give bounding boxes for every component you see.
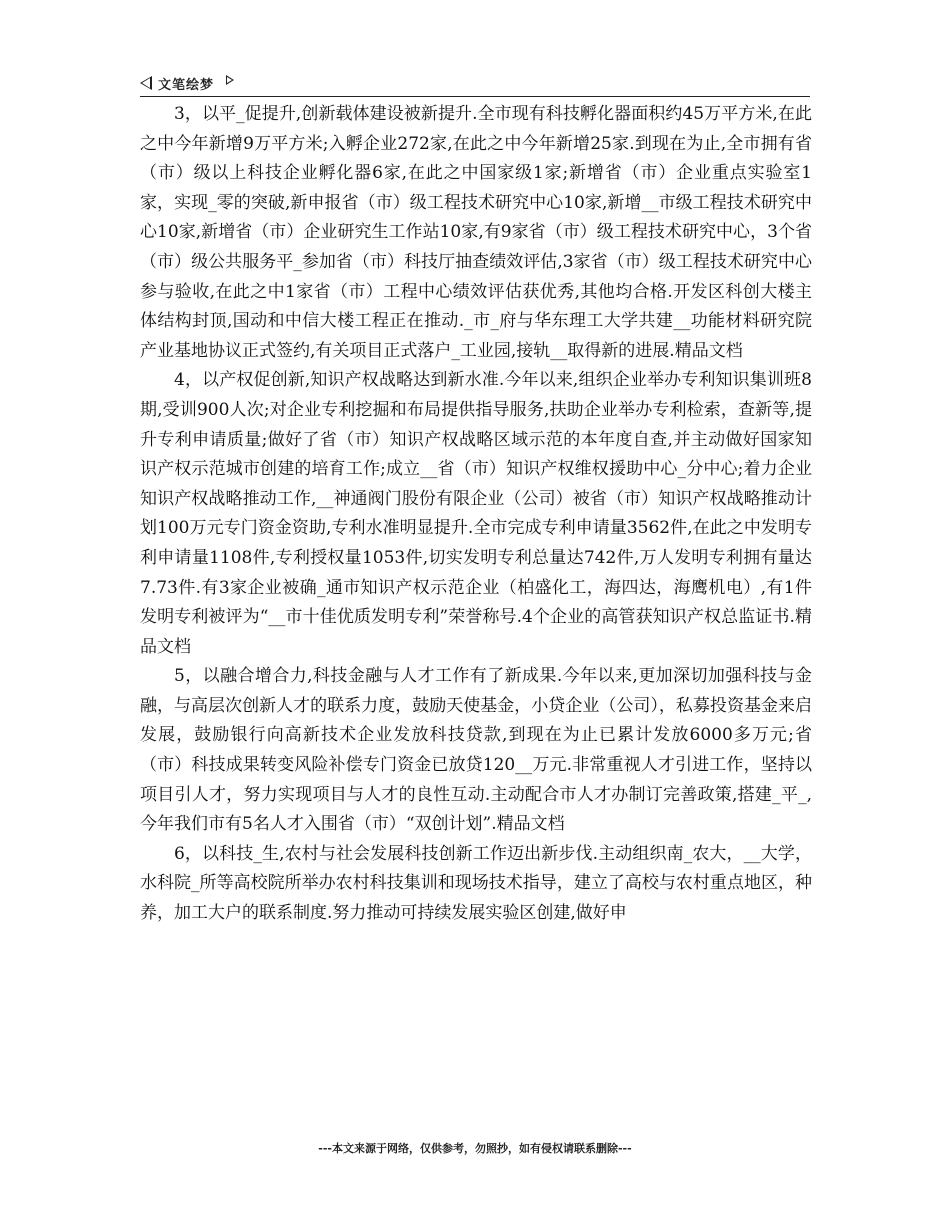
triangle-left-icon [140, 76, 152, 90]
header-brand: 文笔绘梦 [158, 77, 215, 93]
page-header [140, 72, 810, 97]
page-footer-notice: ---本文来源于网络，仅供参考，勿照抄，如有侵权请联系删除--- [318, 1142, 632, 1155]
document-body [140, 100, 812, 929]
paragraph-4: 4，以产权促创新,知识产权战略达到新水准.今年以来,组织企业举办专利知识集训班8期,受训900人次;对企业专利挖掘和布局提供指导服务,扶助企业举办专利检索，查新等,提升专利申请质量;做好了省（市）知识产权战略区域示范的本年度自查,并主动做好国家知识产权示范城市创建的培育工作;成立__省（市）知识产权维权援助中心_分中心;着力企业知识产权战略推动工作,__神通阀门股份有限企业（公司）被省（市）知识产权战略推动计划100万元专门资金资助,专利水准明显提升.全市完成专利申请量3562件,在此之中发明专利申请量1108件,专利授权量1053件,切实发明专利总量达742件,万人发明专利拥有量达7.73件.有3家企业被确_通市知识产权示范企业（柏盛化工，海四达，海鹰机电）,有1件发明专利被评为“__市十佳优质发明专利”荣誉称号.4个企业的高管获知识产权总监证书.精品文档 [140, 370, 812, 657]
paragraph-6: 6，以科技_生,农村与社会发展科技创新工作迈出新步伐.主动组织南_农大，__大学，水科院_所等高校院所举办农村科技集训和现场技术指导，建立了高校与农村重点地区，种养，加工大户的联系制度.努力推动可持续发展实验区创建,做好申 [140, 843, 812, 924]
triangle-right-icon [226, 75, 234, 85]
paragraph-5: 5，以融合增合力,科技金融与人才工作有了新成果.今年以来,更加深切加强科技与金融，与高层次创新人才的联系力度，鼓励天使基金，小贷企业（公司），私募投资基金来启发展，鼓励银行向高新技术企业发放科技贷款,到现在为止已累计发放6000多万元;省（市）科技成果转变风险补偿专门资金已放贷120__万元.非常重视人才引进工作，坚持以项目引人才，努力实现项目与人才的良性互动.主动配合市人才办制订完善政策,搭建_平_,今年我们市有5名人才入围省（市）“双创计划”.精品文档 [140, 666, 812, 835]
paragraph-3: 3，以平_促提升,创新载体建设被新提升.全市现有科技孵化器面积约45万平方米,在此之中今年新增9万平方米;入孵企业272家,在此之中今年新增25家.到现在为止,全市拥有省（市）级以上科技企业孵化器6家,在此之中国家级1家;新增省（市）企业重点实验室1家，实现_零的突破,新申报省（市）级工程技术研究中心10家,新增__市级工程技术研究中心10家,新增省（市）企业研究生工作站10家,有9家省（市）级工程技术研究中心，3个省（市）级公共服务平_参加省（市）科技厅抽查绩效评估,3家省（市）级工程技术研究中心参与验收,在此之中1家省（市）工程中心绩效评估获优秀,其他均合格.开发区科创大楼主体结构封顶,国动和中信大楼工程正在推动._市_府与华东理工大学共建__功能材料研究院产业基地协议正式签约,有关项目正式落户_工业园,接轨__取得新的进展.精品文档 [140, 104, 812, 361]
